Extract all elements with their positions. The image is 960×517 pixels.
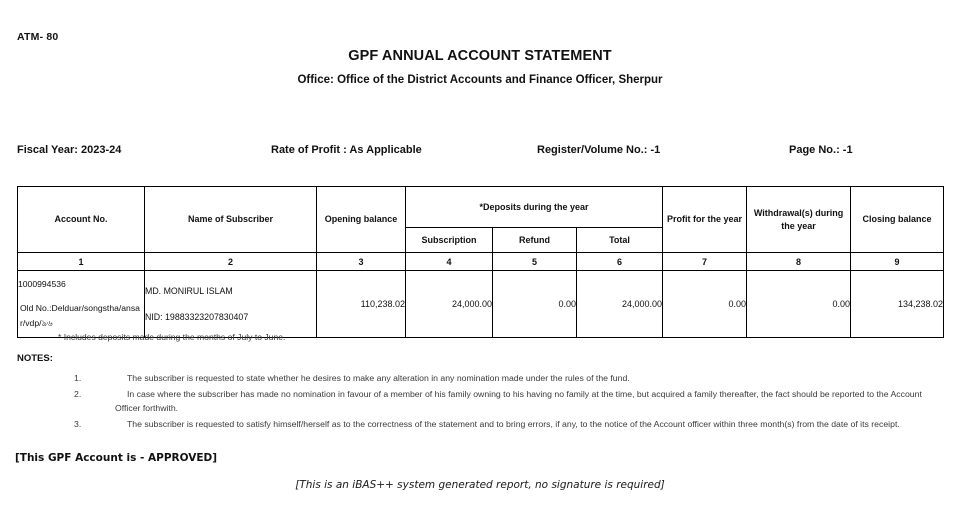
th-closing-balance: Closing balance: [851, 187, 944, 253]
fiscal-year-label: Fiscal Year:: [17, 144, 78, 156]
th-subscription: Subscription: [406, 228, 493, 253]
th-opening-balance: Opening balance: [317, 187, 406, 253]
form-code-slug: ATM- 80: [17, 31, 59, 43]
cell-account-no: [18, 271, 145, 338]
note-number: 3.: [74, 419, 82, 430]
cell-withdrawal: 0.00: [747, 271, 851, 338]
note-text: [115, 373, 630, 383]
note-text-line-2: should be reported to the Account Officer forthwith.: [115, 389, 922, 413]
list-item: [74, 418, 934, 431]
cell-profit: 0.00: [663, 271, 747, 338]
rate-of-profit: Rate of Profit : As Applicable: [271, 144, 422, 156]
colnum-9: 9: [851, 253, 944, 271]
register-volume-no: Register/Volume No.: -1: [537, 144, 661, 156]
note-text: [115, 419, 900, 429]
subscriber-nid: NID: 19883323207830407: [145, 311, 249, 322]
colnum-3: 3: [317, 253, 406, 271]
th-profit-for-the-year: Profit for the year: [663, 187, 747, 253]
page-title: GPF ANNUAL ACCOUNT STATEMENT: [348, 48, 612, 64]
th-deposits-group: *Deposits during the year: [406, 187, 663, 228]
note-text-line: The subscriber is requested to satisfy himself/herself as to the correctness of the statement and to bring errors, if any, to the notice of the Account officer within three: [127, 419, 758, 430]
note-text-line: In case where the subscriber has made no nomination in favour of a member of his family owning to his having no family at the time, but acquired a family thereafter, the fact: [127, 389, 790, 400]
note-text-line-2: month(s) from the date of its receipt.: [760, 419, 900, 430]
cell-total: 24,000.00: [577, 271, 663, 338]
cell-refund: 0.00: [493, 271, 577, 338]
note-text: [115, 389, 922, 412]
colnum-4: 4: [406, 253, 493, 271]
cell-opening-balance: 110,238.02: [317, 271, 406, 338]
table-row: [18, 271, 944, 338]
deposits-footnote: * Includes deposits made during the months of July to June.: [58, 332, 286, 342]
cell-closing-balance: 134,238.02: [851, 271, 944, 338]
meta-row: [0, 144, 960, 160]
note-number: 1.: [74, 373, 82, 383]
list-item: [74, 372, 934, 385]
account-old-number: Old No.:Delduar/songstha/ansar/vdp/৯৬: [20, 303, 140, 328]
account-number: 1000994536: [18, 279, 66, 290]
colnum-6: 6: [577, 253, 663, 271]
note-number: 2.: [74, 389, 82, 400]
notes-list: [74, 372, 934, 435]
cell-subscription: 24,000.00: [406, 271, 493, 338]
colnum-1: 1: [18, 253, 145, 271]
table-column-number-row: [18, 253, 944, 271]
table-header-main-row: [18, 187, 944, 228]
notes-label: NOTES:: [17, 353, 53, 364]
fiscal-year: [17, 144, 121, 156]
th-refund: Refund: [493, 228, 577, 253]
system-generated-footer: [This is an iBAS++ system generated report, no signature is required]: [295, 479, 665, 491]
list-item: [74, 388, 934, 415]
colnum-7: 7: [663, 253, 747, 271]
colnum-5: 5: [493, 253, 577, 271]
colnum-8: 8: [747, 253, 851, 271]
th-name-of-subscriber: Name of Subscriber: [145, 187, 317, 253]
page-no: Page No.: -1: [789, 144, 853, 156]
colnum-2: 2: [145, 253, 317, 271]
fiscal-year-value: 2023-24: [81, 144, 122, 156]
cell-subscriber: [145, 271, 317, 338]
th-account-no: Account No.: [18, 187, 145, 253]
approval-status: [This GPF Account is - APPROVED]: [15, 452, 218, 464]
subscriber-name: MD. MONIRUL ISLAM: [145, 286, 233, 297]
note-text-line: The subscriber is requested to state whether he desires to make any alteration in any nomination made under the rules of the fund.: [127, 373, 630, 383]
gpf-account-table: [17, 186, 944, 338]
office-subtitle: Office: Office of the District Accounts and Finance Officer, Sherpur: [297, 74, 663, 86]
th-withdrawals: Withdrawal(s) during the year: [747, 187, 851, 253]
th-total: Total: [577, 228, 663, 253]
